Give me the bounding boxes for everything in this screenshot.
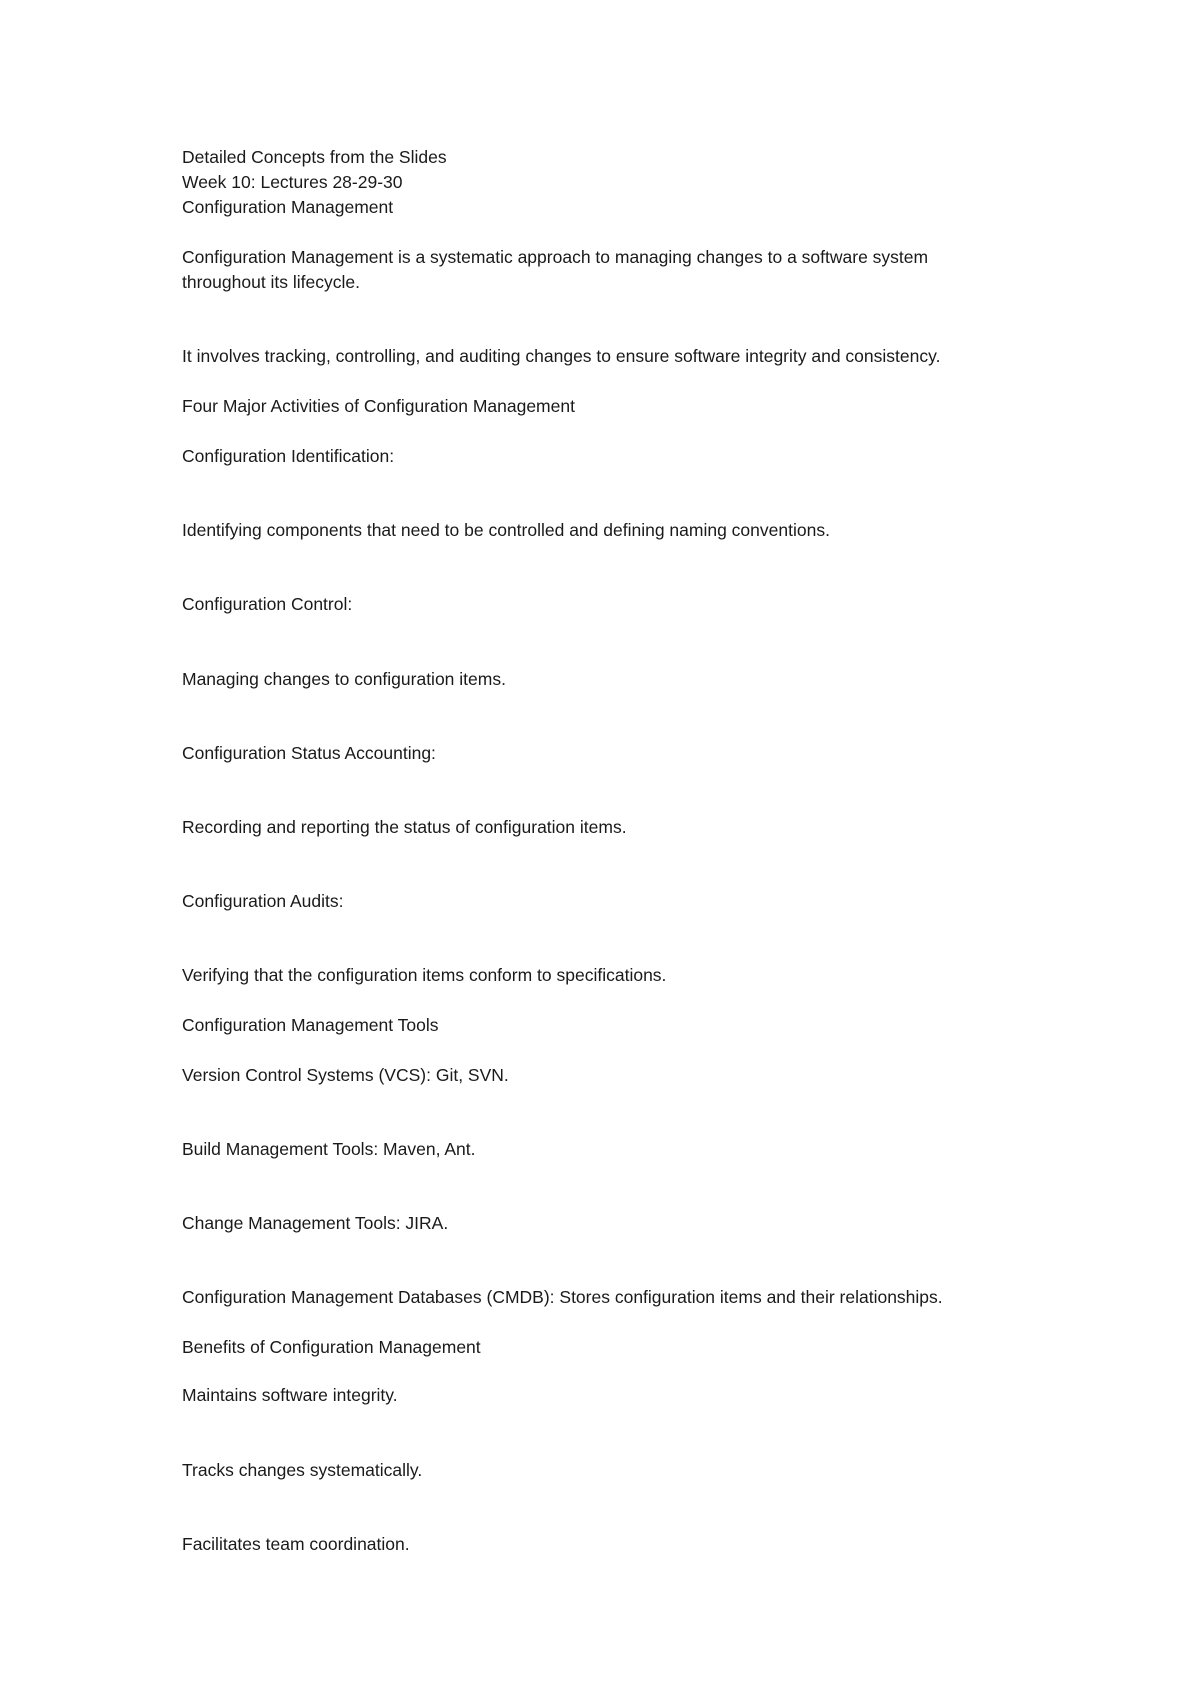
tool-item: Version Control Systems (VCS): Git, SVN. xyxy=(182,1065,509,1085)
tool-item: Build Management Tools: Maven, Ant. xyxy=(182,1139,476,1159)
intro-paragraph: It involves tracking, controlling, and auditing changes to ensure software integrity and consistency. xyxy=(182,346,941,366)
intro-paragraph-line: throughout its lifecycle. xyxy=(182,272,361,292)
activity-description: Recording and reporting the status of configuration items. xyxy=(182,817,627,837)
activity-description: Managing changes to configuration items. xyxy=(182,669,506,689)
benefits-heading: Benefits of Configuration Management xyxy=(182,1337,481,1357)
intro-paragraph-line: Configuration Management is a systematic approach to managing changes to a software system xyxy=(182,247,929,267)
benefit-item: Tracks changes systematically. xyxy=(182,1460,423,1480)
activity-title: Configuration Status Accounting: xyxy=(182,743,436,763)
document-title: Detailed Concepts from the Slides xyxy=(182,147,447,167)
tool-item: Configuration Management Databases (CMDB): Stores configuration items and their relationships. xyxy=(182,1287,943,1307)
activity-description: Verifying that the configuration items conform to specifications. xyxy=(182,965,667,985)
activity-title: Configuration Identification: xyxy=(182,446,395,466)
tools-heading: Configuration Management Tools xyxy=(182,1015,439,1035)
activity-title: Configuration Audits: xyxy=(182,891,344,911)
activity-title: Configuration Control: xyxy=(182,594,353,614)
tool-item: Change Management Tools: JIRA. xyxy=(182,1213,449,1233)
activities-heading: Four Major Activities of Configuration Management xyxy=(182,396,575,416)
topic-heading: Configuration Management xyxy=(182,197,394,217)
week-subtitle: Week 10: Lectures 28-29-30 xyxy=(182,172,403,192)
benefit-item: Facilitates team coordination. xyxy=(182,1534,410,1554)
benefit-item: Maintains software integrity. xyxy=(182,1385,398,1405)
activity-description: Identifying components that need to be controlled and defining naming conventions. xyxy=(182,520,830,540)
